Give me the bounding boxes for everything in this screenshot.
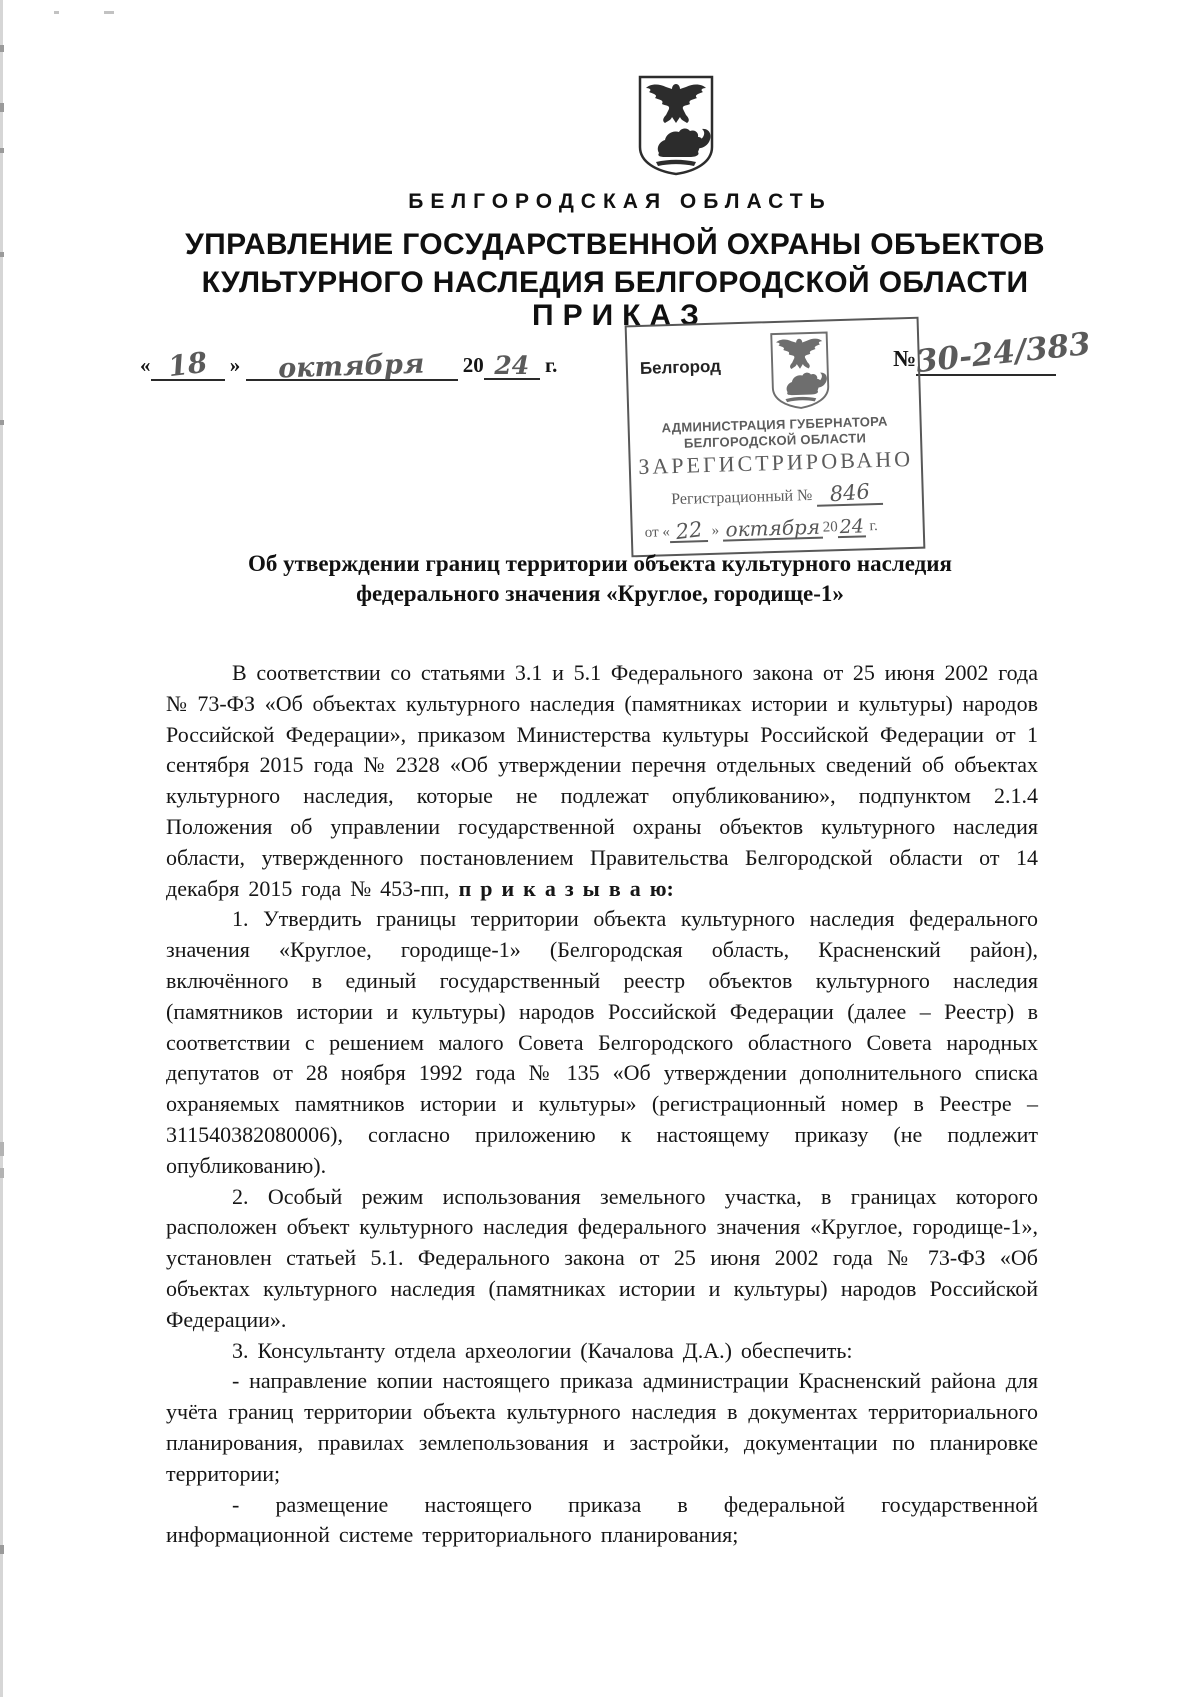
stamp-month-underline <box>722 513 823 542</box>
scan-artifact-tick <box>0 148 4 153</box>
handwritten-reg-number: 846 <box>828 479 871 507</box>
scan-artifact-tick <box>0 1168 4 1178</box>
handwritten-document-number: 30-24/383 <box>914 325 1093 381</box>
issuing-authority-line1: УПРАВЛЕНИЕ ГОСУДАРСТВЕННОЙ ОХРАНЫ ОБЪЕКТОВ <box>185 228 1045 261</box>
handwritten-year: 24 <box>494 351 530 380</box>
issuing-authority <box>30 226 1200 302</box>
scan-artifact-tick <box>0 420 4 425</box>
scan-artifact-dot <box>54 11 59 14</box>
document-type: ПРИКАЗ <box>532 299 708 332</box>
stamp-era: г. <box>869 517 879 535</box>
handwritten-month: октября <box>277 348 426 385</box>
stamp-city-label: Белгород <box>639 356 722 378</box>
stamp-from-label: от « <box>644 524 671 541</box>
registration-stamp <box>625 317 926 558</box>
handwritten-stamp-year: 24 <box>839 515 865 539</box>
stamp-year-prefix: 20 <box>822 519 839 536</box>
paragraph-item-2: 2. Особый режим использования земельного участка, в границах которого расположен объект культурного наследия федерального значения «Круглое, городище-1», установлен статьей 5.1. Федерального закона от 25 июня 2002 года № 73-ФЗ «Об объектах культурного наследия (памятниках истории и культуры) народов Российской Федерации». <box>166 1183 1038 1332</box>
scan-artifact-tick <box>0 1142 4 1156</box>
scan-artifact-dot <box>104 11 114 14</box>
stamp-organization-line1: АДМИНИСТРАЦИЯ ГУБЕРНАТОРА <box>661 413 888 436</box>
stamp-reg-label: Регистрационный № <box>670 486 813 509</box>
paragraph-subitem-publish-fgis: - размещение настоящего приказа в федеральной государственной информационной системе территориального планирования; <box>166 1491 1038 1548</box>
scan-artifact-tick <box>0 252 4 257</box>
scan-artifact-tick <box>0 103 4 112</box>
belgorod-coat-of-arms-icon <box>635 72 717 178</box>
stamp-registration-number-line <box>631 478 922 513</box>
handwritten-stamp-month: октября <box>725 514 821 542</box>
scan-artifact-tick <box>0 1545 4 1554</box>
paragraph-subitem-send-copy: - направление копии настоящего приказа администрации Красненский района для учёта границ территории объекта культурного наследия в документах территориального планирования, правилах землепользования и застройки, документации по планировке территории; <box>166 1368 1038 1486</box>
resolution-keyword: п р и к а з ы в а ю: <box>458 875 674 901</box>
date-close-quote: » <box>229 353 241 377</box>
region-name: БЕЛГОРОДСКАЯ ОБЛАСТЬ <box>408 190 832 213</box>
number-sign: № <box>893 346 917 371</box>
order-title <box>60 549 1140 609</box>
number-underline <box>914 325 1093 381</box>
order-title-line1: Об утверждении границ территории объекта культурного наследия <box>248 551 952 576</box>
stamp-coat-of-arms-icon <box>767 329 833 411</box>
paragraph-preamble <box>166 658 1038 904</box>
order-body <box>166 658 1038 1551</box>
date-year-underline <box>484 349 540 380</box>
paragraph-item-1: 1. Утвердить границы территории объекта культурного наследия федерального значения «Круглое, городище-1» (Белгородская область, Красненский район), включённого в единый государственный реестр объектов культурного наследия (памятников истории и культуры) народов Российской Федерации (далее – Реестр) в соответствии с решением малого Совета Белгородского областного Совета народных депутатов от 28 ноября 1992 года № 135 «Об утверждении дополнительного списка охраняемых памятников истории и культуры» (регистрационный номер в Реестре – 311540382080006), согласно приложению к настоящему приказу (не подлежит опубликованию). <box>166 906 1038 1178</box>
preamble-text: В соответствии со статьями 3.1 и 5.1 Федерального закона от 25 июня 2002 года № 73-ФЗ «Об объектах культурного наследия (памятниках истории и культуры) народов Российской Федерации», приказом Министерства культуры Российской Федерации от 1 сентября 2015 года № 2328 «Об утверждении перечня отдельных сведений об объектах культурного наследия, которые не подлежат опубликованию», подпунктом 2.1.4 Положения об управлении государственной охраны объектов культурного наследия области, утвержденного постановлением Правительства Белгородской области от 14 декабря 2015 года № 453-пп, <box>166 660 1038 901</box>
stamp-year-underline <box>837 513 866 538</box>
stamp-registered-label: ЗАРЕГИСТРИРОВАНО <box>638 445 914 480</box>
order-title-line2: федерального значения «Круглое, городище-1» <box>356 581 844 606</box>
date-month-underline <box>246 348 458 385</box>
stamp-organization-line2: БЕЛГОРОДСКОЙ ОБЛАСТИ <box>683 430 867 451</box>
date-day-underline <box>151 345 225 384</box>
issuing-authority-line2: КУЛЬТУРНОГО НАСЛЕДИЯ БЕЛГОРОДСКОЙ ОБЛАСТИ <box>201 266 1029 299</box>
scan-artifact-tick <box>0 45 4 52</box>
date-year-prefix: 20 <box>462 353 484 377</box>
paragraph-item-3: 3. Консультанту отдела археологии (Качалова Д.А.) обеспечить: <box>232 1337 853 1363</box>
handwritten-stamp-day: 22 <box>674 517 704 545</box>
document-date-line <box>140 345 558 385</box>
stamp-date-line <box>644 511 878 544</box>
date-open-quote: « <box>140 353 151 377</box>
stamp-day-underline <box>669 516 708 543</box>
stamp-close-quote: » <box>711 522 720 539</box>
date-era: г. <box>545 353 558 377</box>
stamp-reg-underline <box>816 479 883 507</box>
handwritten-day: 18 <box>166 345 210 384</box>
